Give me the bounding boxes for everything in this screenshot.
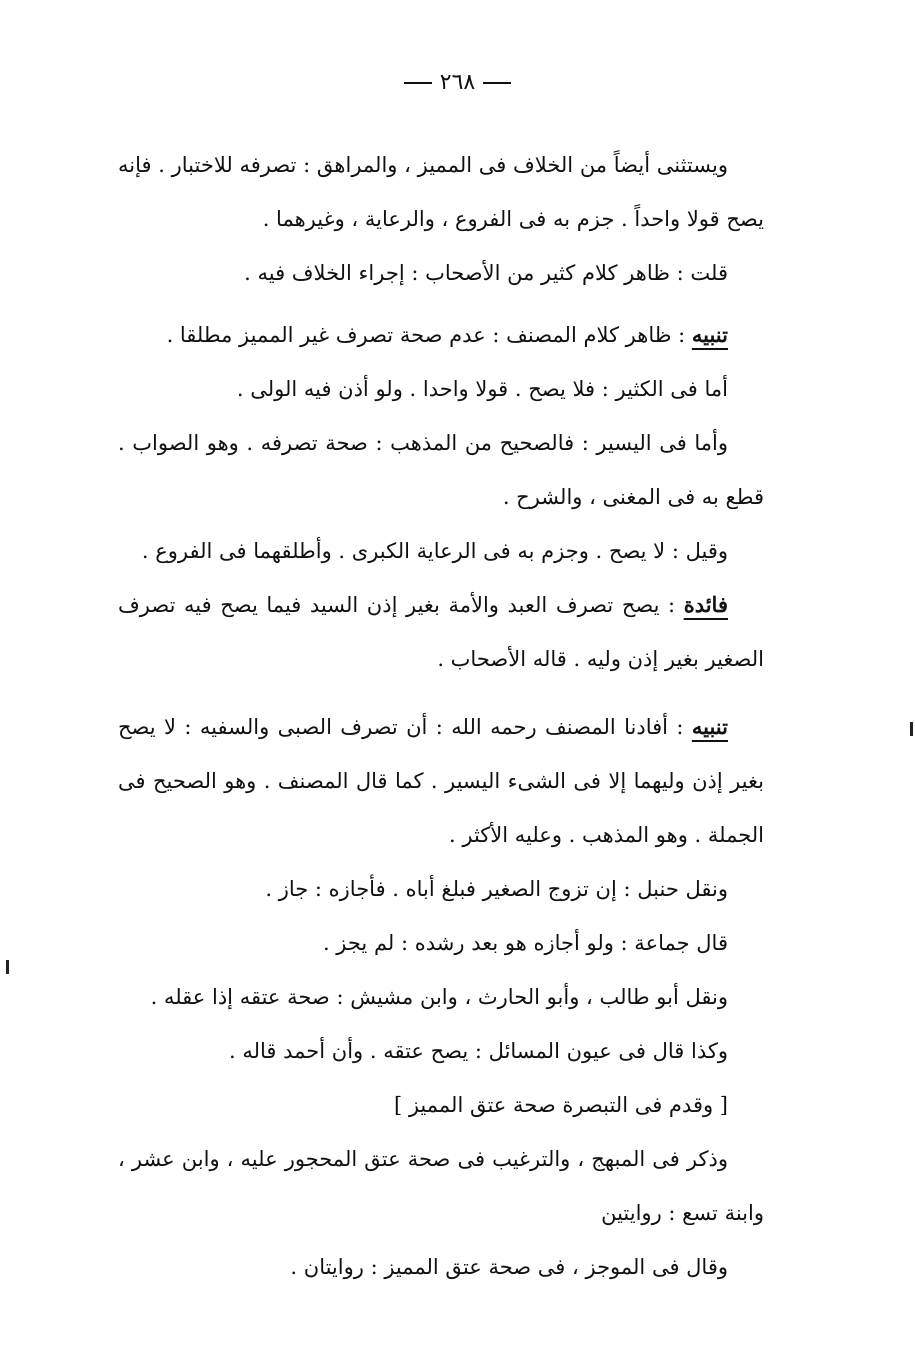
paragraph-text: أما فى الكثير : فلا يصح . قولا واحدا . ولو أذن فيه الولى . [236, 377, 728, 401]
paragraph-text: ويستثنى أيضاً من الخلاف فى المميز ، والمراهق : تصرفه للاختبار . فإنه يصح قولا واحداً . جزم به فى الفروع ، والرعاية ، وغيرهما . [118, 153, 764, 231]
paragraph-text: ونقل أبو طالب ، وأبو الحارث ، وابن مشيش : صحة عتقه إذا عقله . [150, 985, 728, 1009]
page-body [118, 138, 764, 1294]
paragraph-text: [ وقدم فى التبصرة صحة عتق المميز ] [393, 1093, 728, 1117]
margin-scan-mark [6, 960, 9, 974]
paragraph-text: ونقل حنبل : إن تزوج الصغير فبلغ أباه . فأجازه : جاز . [265, 877, 728, 901]
paragraph-kathir [118, 362, 764, 416]
paragraph-mujaz [118, 1240, 764, 1294]
paragraph-text: وقال فى الموجز ، فى صحة عتق المميز : روايتان . [290, 1255, 728, 1279]
paragraph-text: قلت : ظاهر كلام كثير من الأصحاب : إجراء الخلاف فيه . [244, 261, 728, 285]
paragraph-mubhij [118, 1132, 764, 1240]
paragraph-qil [118, 524, 764, 578]
paragraph-exception-discerning [118, 138, 764, 246]
paragraph-tanbih-2 [118, 700, 764, 862]
paragraph-hanbal [118, 862, 764, 916]
page-number-dash-left [404, 82, 432, 84]
paragraph-faida [118, 578, 764, 686]
paragraph-yasir [118, 416, 764, 524]
paragraph-qult [118, 246, 764, 300]
paragraph-tabsira [118, 1078, 764, 1132]
page-number-text: ٢٦٨ [439, 70, 476, 95]
page-number-dash-right [483, 82, 511, 84]
paragraph-text: وقيل : لا يصح . وجزم به فى الرعاية الكبرى . وأطلقهما فى الفروع . [141, 539, 728, 563]
paragraph-text: : أفادنا المصنف رحمه الله : أن تصرف الصبى والسفيه : لا يصح بغير إذن وليهما إلا فى الشىء اليسير . كما قال المصنف . وهو الصحيح فى الجملة . وهو المذهب . وعليه الأكثر . [118, 715, 764, 847]
page-number [0, 70, 915, 95]
paragraph-jamaa [118, 916, 764, 970]
margin-scan-mark [910, 722, 913, 736]
paragraph-text: وأما فى اليسير : فالصحيح من المذهب : صحة تصرفه . وهو الصواب . قطع به فى المغنى ، والشرح . [118, 431, 764, 509]
paragraph-tanbih-1 [118, 308, 764, 362]
paragraph-text: وكذا قال فى عيون المسائل : يصح عتقه . وأن أحمد قاله . [229, 1039, 728, 1063]
faida-label: فائدة [683, 592, 728, 617]
paragraph-text: : ظاهر كلام المصنف : عدم صحة تصرف غير المميز مطلقا . [166, 323, 686, 347]
paragraph-text: قال جماعة : ولو أجازه هو بعد رشده : لم يجز . [322, 931, 728, 955]
paragraph-text: : يصح تصرف العبد والأمة بغير إذن السيد فيما يصح فيه تصرف الصغير بغير إذن وليه . قاله الأصحاب . [118, 593, 764, 671]
tanbih-label: تنبيه [691, 322, 728, 347]
paragraph-text: وذكر فى المبهج ، والترغيب فى صحة عتق المحجور عليه ، وابن عشر ، وابنة تسع : روايتين [118, 1147, 764, 1225]
tanbih-label: تنبيه [691, 714, 728, 739]
paragraph-uyun [118, 1024, 764, 1078]
paragraph-abu-talib [118, 970, 764, 1024]
